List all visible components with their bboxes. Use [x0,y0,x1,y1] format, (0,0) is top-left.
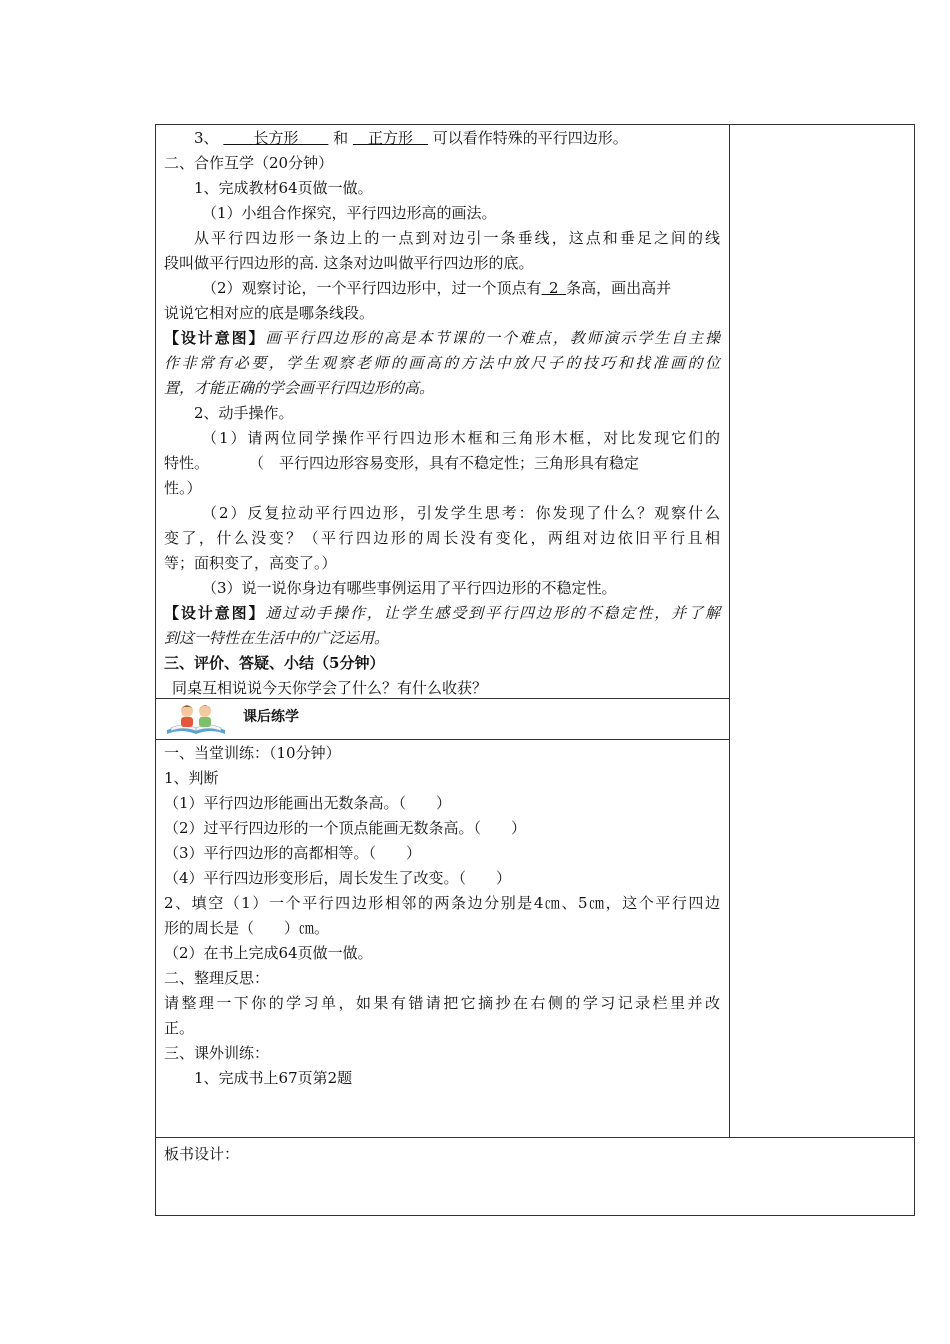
task-2-1-line-3: 性。） [164,479,202,497]
design-intent-1-line-3: 置，才能正确的学会画平行四边形的高。 [164,379,435,397]
judge-item-4: （4）平行四边形变形后，周长发生了改变。（ ） [164,869,512,887]
task-1-2-line-2: 说说它相对应的底是哪条线段。 [164,304,375,322]
heading-summary: 三、评价、答疑、小结（5分钟） [164,654,385,672]
task-1-1: （1）小组合作探究，平行四边形高的画法。 [202,204,497,222]
summary-text: 同桌互相说说今天你学会了什么？有什么收获？ [172,679,488,697]
practice-header [163,700,723,738]
definition-line-2: 段叫做平行四边形的高. 这条对边叫做平行四边形的底。 [164,254,534,272]
board-design-label: 板书设计： [164,1145,240,1163]
blank-answer-1: 长方形 [253,129,299,147]
record-column-divider [729,124,730,1138]
task-2-2-line-3: 等；面积变了，高变了。） [164,554,337,572]
heading-in-class-training: 一、当堂训练：（10分钟） [164,744,341,762]
design-intent-1-line-1: 【设计意图】画平行四边形的高是本节课的一个难点，教师演示学生自主操 [164,329,720,347]
task-1: 1、完成教材64页做一做。 [194,179,373,197]
judge-heading: 1、判断 [164,769,219,787]
design-intent-2-line-1: 【设计意图】通过动手操作，让学生感受到平行四边形的不稳定性，并了解 [164,604,720,622]
heading-cooperative: 二、合作互学（20分钟） [164,154,334,172]
fill-item-1-line-2: 形的周长是（ ）㎝。 [164,919,330,937]
homework-item: 1、完成书上67页第2题 [194,1069,353,1087]
judge-item-3: （3）平行四边形的高都相等。（ ） [164,844,422,862]
fill-item-1-line-1: 2、填空（1）一个平行四边形相邻的两条边分别是4㎝、5㎝，这个平行四边 [164,894,720,912]
heading-homework: 三、课外训练： [164,1044,270,1062]
task-2-2-line-2: 变了，什么没变？（平行四边形的周长没有变化，两组对边依旧平行且相 [164,529,720,547]
practice-title: 课后练学 [243,709,299,725]
children-reading-book-icon [165,700,227,740]
task-2-1-line-1: （1）请两位同学操作平行四边形木框和三角形木框，对比发现它们的 [202,429,720,447]
row-divider [155,1137,915,1138]
item-3: 3、 长方形 和 正方形 可以看作特殊的平行四边形。 [194,129,628,147]
blank-answer-3: 2 [549,279,559,297]
blank-answer-2: 正方形 [367,129,413,147]
judge-item-2: （2）过平行四边形的一个顶点能画无数条高。（ ） [164,819,527,837]
design-intent-1-line-2: 作非常有必要，学生观察老师的画高的方法中放尺子的技巧和找准画的位 [164,354,720,372]
reflection-line-1: 请整理一下你的学习单，如果有错请把它摘抄在右侧的学习记录栏里并改 [164,994,720,1012]
design-intent-2-line-2: 到这一特性在生活中的广泛运用。 [164,629,390,647]
fill-item-2: （2）在书上完成64页做一做。 [164,944,373,962]
task-2-1-line-2: 特性。 （ 平行四边形容易变形，具有不稳定性；三角形具有稳定 [164,454,640,472]
task-2-3: （3）说一说你身边有哪些事例运用了平行四边形的不稳定性。 [202,579,617,597]
heading-reflection: 二、整理反思： [164,969,270,987]
task-2-2-line-1: （2）反复拉动平行四边形，引发学生思考：你发现了什么？观察什么 [202,504,720,522]
task-2: 2、动手操作。 [194,404,294,422]
judge-item-1: （1）平行四边形能画出无数条高。（ ） [164,794,452,812]
reflection-line-2: 正。 [164,1019,195,1037]
row-divider [155,739,730,740]
definition-line-1: 从平行四边形一条边上的一点到对边引一条垂线，这点和垂足之间的线 [194,229,720,247]
task-1-2: （2）观察讨论，一个平行四边形中，过一个顶点有 2 条高，画出高并 [202,279,672,297]
